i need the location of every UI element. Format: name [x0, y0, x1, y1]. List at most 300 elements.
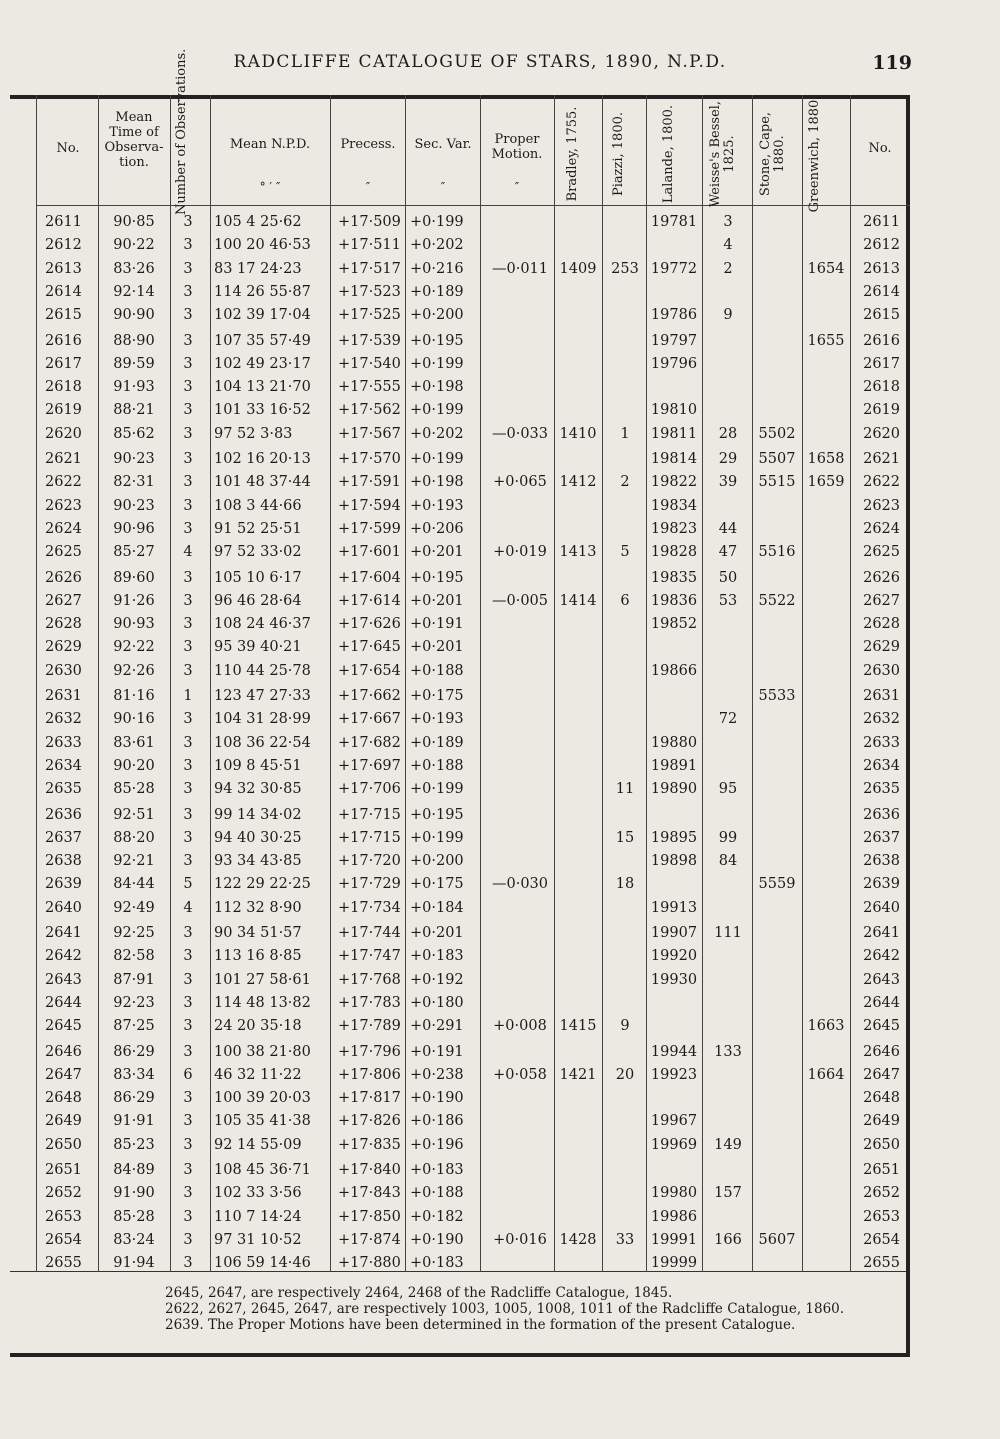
mean-time: 92·21	[113, 853, 155, 870]
mean-npd: 97 31 10·52	[214, 1231, 302, 1248]
table-row	[0, 284, 1000, 306]
star-number-right: 2621	[863, 451, 900, 467]
mean-npd: 94 40 30·25	[214, 829, 302, 846]
mean-npd: 105 35 41·38	[214, 1113, 311, 1130]
mean-npd: 97 52 33·02	[214, 544, 302, 561]
secular-variation: +0·191	[410, 616, 464, 633]
table-row	[0, 1137, 1000, 1159]
star-number: 2645	[45, 1018, 82, 1035]
mean-npd: 114 48 13·82	[214, 994, 311, 1011]
star-number: 2654	[45, 1231, 82, 1248]
stone-cape-ref: 5559	[758, 876, 796, 893]
star-number-right: 2649	[863, 1113, 900, 1130]
precession: +17·517	[338, 260, 401, 277]
secular-variation: +0·186	[410, 1113, 464, 1130]
star-number-right: 2640	[863, 899, 900, 916]
precession: +17·826	[338, 1113, 401, 1130]
secular-variation: +0·199	[410, 214, 464, 230]
precession: +17·539	[338, 332, 401, 349]
table-row	[0, 1067, 1000, 1089]
star-number: 2648	[45, 1090, 82, 1107]
observations: 3	[183, 994, 193, 1011]
table-row	[0, 593, 1000, 615]
star-number-right: 2635	[863, 781, 900, 798]
mean-npd: 123 47 27·33	[214, 688, 311, 704]
mean-time: 87·91	[113, 971, 155, 988]
table-row	[0, 781, 1000, 803]
secular-variation: +0·188	[410, 662, 464, 679]
mean-time: 90·23	[113, 451, 155, 467]
greenwich-ref: 1655	[807, 332, 845, 349]
mean-time: 92·51	[113, 806, 155, 823]
secular-variation: +0·175	[410, 876, 464, 893]
mean-time: 81·16	[113, 688, 155, 704]
star-number-right: 2653	[863, 1208, 900, 1225]
secular-variation: +0·238	[410, 1066, 464, 1083]
mean-npd: 92 14 55·09	[214, 1136, 302, 1153]
star-number-right: 2651	[863, 1162, 900, 1178]
precession: +17·796	[338, 1043, 401, 1060]
mean-time: 85·28	[113, 781, 155, 798]
star-number-right: 2619	[863, 402, 900, 419]
star-number-right: 2637	[863, 829, 900, 846]
mean-npd: 93 34 43·85	[214, 853, 302, 870]
greenwich-ref: 1664	[807, 1066, 845, 1083]
lalande-ref: 19866	[650, 662, 698, 679]
star-number: 2633	[45, 734, 82, 751]
proper-motion: —0·030	[491, 876, 548, 893]
piazzi-ref: 9	[620, 1018, 630, 1035]
table-row	[0, 948, 1000, 970]
secular-variation: +0·190	[410, 1090, 464, 1107]
star-number: 2624	[45, 520, 82, 537]
mean-npd: 108 24 46·37	[214, 616, 311, 633]
bradley-ref: 1415	[559, 1018, 597, 1035]
bradley-ref: 1414	[559, 592, 597, 609]
secular-variation: +0·189	[410, 283, 464, 300]
lalande-ref: 19930	[650, 971, 698, 988]
lalande-ref: 19969	[650, 1136, 698, 1153]
lalande-ref: 19797	[650, 332, 698, 349]
star-number: 2629	[45, 639, 82, 656]
secular-variation: +0·199	[410, 829, 464, 846]
table-row	[0, 830, 1000, 852]
observations: 3	[183, 425, 193, 442]
proper-motion: +0·016	[493, 1231, 547, 1248]
precession: +17·706	[338, 781, 401, 798]
mean-npd: 107 35 57·49	[214, 332, 311, 349]
lalande-ref: 19814	[650, 451, 698, 467]
secular-variation: +0·196	[410, 1136, 464, 1153]
mean-npd: 101 33 16·52	[214, 402, 311, 419]
greenwich-ref: 1658	[807, 451, 845, 467]
mean-npd: 100 20 46·53	[214, 237, 311, 254]
mean-time: 85·28	[113, 1208, 155, 1225]
table-row	[0, 616, 1000, 638]
table-row	[0, 237, 1000, 259]
weisse-bessel-ref: 29	[718, 451, 738, 467]
mean-time: 88·21	[113, 402, 155, 419]
star-number: 2639	[45, 876, 82, 893]
observations: 3	[183, 260, 193, 277]
observations: 3	[183, 237, 193, 254]
mean-npd: 83 17 24·23	[214, 260, 302, 277]
observations: 3	[183, 520, 193, 537]
mean-npd: 97 52 3·83	[214, 425, 293, 442]
mean-npd: 100 39 20·03	[214, 1090, 311, 1107]
secular-variation: +0·188	[410, 1185, 464, 1202]
mean-time: 92·25	[113, 925, 155, 941]
piazzi-ref: 6	[620, 592, 630, 609]
secular-variation: +0·191	[410, 1043, 464, 1060]
mean-time: 92·14	[113, 283, 155, 300]
observations: 3	[183, 355, 193, 372]
mean-npd: 105 4 25·62	[214, 214, 302, 230]
table-row	[0, 995, 1000, 1017]
star-number: 2651	[45, 1162, 82, 1178]
lalande-ref: 19852	[650, 616, 698, 633]
precession: +17·525	[338, 307, 401, 324]
secular-variation: +0·189	[410, 734, 464, 751]
col-header-no: No.	[56, 141, 80, 156]
precession: +17·744	[338, 925, 401, 941]
table-row	[0, 876, 1000, 898]
lalande-ref: 19880	[650, 734, 698, 751]
star-number-right: 2617	[863, 355, 900, 372]
observations: 4	[183, 544, 193, 561]
star-number-right: 2636	[863, 806, 900, 823]
piazzi-ref: 18	[615, 876, 635, 893]
star-number-right: 2643	[863, 971, 900, 988]
lalande-ref: 19999	[650, 1255, 698, 1272]
footnote: 2645, 2647, are respectively 2464, 2468 of the Radcliffe Catalogue, 1845.	[165, 1285, 673, 1301]
observations: 3	[183, 497, 193, 514]
observations: 1	[183, 688, 193, 704]
precession: +17·817	[338, 1090, 401, 1107]
piazzi-ref: 1	[620, 425, 630, 442]
table-row	[0, 426, 1000, 448]
weisse-bessel-ref: 47	[718, 544, 738, 561]
precession: +17·789	[338, 1018, 401, 1035]
precession: +17·874	[338, 1231, 401, 1248]
precession: +17·570	[338, 451, 401, 467]
stone-cape-ref: 5507	[758, 451, 796, 467]
mean-time: 90·20	[113, 757, 155, 774]
weisse-bessel-ref: 39	[718, 474, 738, 491]
star-number: 2644	[45, 994, 82, 1011]
mean-npd: 106 59 14·46	[214, 1255, 311, 1272]
star-number-right: 2654	[863, 1231, 900, 1248]
star-number-right: 2623	[863, 497, 900, 514]
pm-units: ″	[514, 180, 520, 194]
precession: +17·601	[338, 544, 401, 561]
mean-time: 88·90	[113, 332, 155, 349]
precession: +17·567	[338, 425, 401, 442]
precession: +17·783	[338, 994, 401, 1011]
observations: 3	[183, 757, 193, 774]
mean-npd: 104 13 21·70	[214, 379, 311, 396]
greenwich-ref: 1654	[807, 260, 845, 277]
precession: +17·697	[338, 757, 401, 774]
mean-npd: 24 20 35·18	[214, 1018, 302, 1035]
star-number: 2627	[45, 592, 82, 609]
observations: 6	[183, 1066, 193, 1083]
precession: +17·682	[338, 734, 401, 751]
mean-time: 92·26	[113, 662, 155, 679]
star-number: 2612	[45, 237, 82, 254]
col-header-sec-var: Sec. Var.	[414, 137, 472, 152]
lalande-ref: 19781	[650, 214, 698, 230]
secular-variation: +0·183	[410, 1162, 464, 1178]
table-row	[0, 900, 1000, 922]
star-number-right: 2620	[863, 425, 900, 442]
weisse-bessel-ref: 2	[723, 260, 733, 277]
mean-npd: 113 16 8·85	[214, 948, 302, 965]
secular-variation: +0·199	[410, 781, 464, 798]
table-row	[0, 402, 1000, 424]
observations: 3	[183, 379, 193, 396]
mean-npd: 90 34 51·57	[214, 925, 302, 941]
lalande-ref: 19913	[650, 899, 698, 916]
precession: +17·555	[338, 379, 401, 396]
weisse-bessel-ref: 3	[723, 214, 733, 230]
observations: 4	[183, 899, 193, 916]
mean-time: 82·58	[113, 948, 155, 965]
star-number-right: 2618	[863, 379, 900, 396]
star-number: 2623	[45, 497, 82, 514]
lalande-ref: 19980	[650, 1185, 698, 1202]
mean-npd: 108 45 36·71	[214, 1162, 311, 1178]
table-row	[0, 544, 1000, 566]
weisse-bessel-ref: 111	[714, 925, 742, 941]
secular-variation: +0·190	[410, 1231, 464, 1248]
bradley-ref: 1413	[559, 544, 597, 561]
proper-motion: —0·005	[491, 592, 548, 609]
observations: 3	[183, 948, 193, 965]
precession: +17·835	[338, 1136, 401, 1153]
mean-time: 90·23	[113, 497, 155, 514]
star-number: 2652	[45, 1185, 82, 1202]
observations: 3	[183, 402, 193, 419]
star-number: 2614	[45, 283, 82, 300]
table-row	[0, 1018, 1000, 1040]
secular-variation: +0·206	[410, 520, 464, 537]
secular-variation: +0·216	[410, 260, 464, 277]
lalande-ref: 19811	[650, 425, 698, 442]
mean-time: 90·90	[113, 307, 155, 324]
precession: +17·662	[338, 688, 401, 704]
mean-npd: 46 32 11·22	[214, 1066, 302, 1083]
mean-npd: 102 49 23·17	[214, 355, 311, 372]
secular-variation: +0·195	[410, 332, 464, 349]
star-number: 2626	[45, 569, 82, 586]
precession: +17·645	[338, 639, 401, 656]
observations: 3	[183, 829, 193, 846]
observations: 3	[183, 1090, 193, 1107]
mean-time: 92·49	[113, 899, 155, 916]
precession: +17·626	[338, 616, 401, 633]
mean-time: 83·34	[113, 1066, 155, 1083]
lalande-ref: 19890	[650, 781, 698, 798]
observations: 3	[183, 451, 193, 467]
mean-time: 90·85	[113, 214, 155, 230]
star-number: 2621	[45, 451, 82, 467]
secular-variation: +0·199	[410, 355, 464, 372]
precession: +17·715	[338, 806, 401, 823]
star-number: 2641	[45, 925, 82, 941]
star-number-right: 2615	[863, 307, 900, 324]
mean-time: 83·26	[113, 260, 155, 277]
table-row	[0, 1232, 1000, 1254]
col-header-proper-motion: Proper Motion.	[491, 132, 543, 162]
table-row	[0, 521, 1000, 543]
mean-npd: 94 32 30·85	[214, 781, 302, 798]
star-number-right: 2622	[863, 474, 900, 491]
weisse-bessel-ref: 53	[718, 592, 738, 609]
mean-npd: 104 31 28·99	[214, 711, 311, 728]
footnotes	[165, 1285, 844, 1333]
mean-npd: 102 39 17·04	[214, 307, 311, 324]
star-number-right: 2647	[863, 1066, 900, 1083]
stone-cape-ref: 5533	[758, 688, 796, 704]
star-number: 2615	[45, 307, 82, 324]
proper-motion: —0·033	[491, 425, 548, 442]
proper-motion: +0·058	[493, 1066, 547, 1083]
star-number-right: 2632	[863, 711, 900, 728]
mean-npd: 100 38 21·80	[214, 1043, 311, 1060]
secular-variation: +0·200	[410, 307, 464, 324]
mean-npd: 112 32 8·90	[214, 899, 302, 916]
stone-cape-ref: 5522	[758, 592, 796, 609]
star-number-right: 2612	[863, 237, 900, 254]
star-number-right: 2627	[863, 592, 900, 609]
mean-time: 88·20	[113, 829, 155, 846]
page-title: RADCLIFFE CATALOGUE OF STARS, 1890, N.P.D.	[233, 52, 727, 72]
mean-time: 87·25	[113, 1018, 155, 1035]
mean-npd: 122 29 22·25	[214, 876, 311, 893]
table-row	[0, 663, 1000, 685]
table-row	[0, 758, 1000, 780]
secular-variation: +0·182	[410, 1208, 464, 1225]
mean-time: 91·26	[113, 592, 155, 609]
star-number-right: 2631	[863, 688, 900, 704]
mean-npd: 101 27 58·61	[214, 971, 311, 988]
precession: +17·562	[338, 402, 401, 419]
col-header-greenwich: Greenwich, 1880.	[807, 95, 822, 213]
table-row	[0, 688, 1000, 710]
star-number-right: 2655	[863, 1255, 900, 1272]
weisse-bessel-ref: 44	[718, 520, 738, 537]
piazzi-ref: 15	[615, 829, 635, 846]
piazzi-ref: 2	[620, 474, 630, 491]
star-number-right: 2624	[863, 520, 900, 537]
precession: +17·594	[338, 497, 401, 514]
weisse-bessel-ref: 50	[718, 569, 738, 586]
bradley-ref: 1410	[559, 425, 597, 442]
mean-npd: 102 33 3·56	[214, 1185, 302, 1202]
mean-time: 91·90	[113, 1185, 155, 1202]
mean-time: 85·27	[113, 544, 155, 561]
secular-variation: +0·183	[410, 948, 464, 965]
col-header-weisse-bessel: Weisse's Bessel, 1825.	[708, 100, 737, 208]
secular-variation: +0·201	[410, 592, 464, 609]
col-header-npd: Mean N.P.D.	[229, 137, 311, 152]
mean-time: 84·89	[113, 1162, 155, 1178]
star-number-right: 2634	[863, 757, 900, 774]
star-number: 2647	[45, 1066, 82, 1083]
star-number-right: 2639	[863, 876, 900, 893]
mean-npd: 101 48 37·44	[214, 474, 311, 491]
mean-npd: 91 52 25·51	[214, 520, 302, 537]
table-row	[0, 807, 1000, 829]
star-number-right: 2652	[863, 1185, 900, 1202]
table-row	[0, 214, 1000, 236]
secular-variation: +0·198	[410, 474, 464, 491]
star-number: 2640	[45, 899, 82, 916]
secular-variation: +0·201	[410, 544, 464, 561]
lalande-ref: 19822	[650, 474, 698, 491]
star-number: 2642	[45, 948, 82, 965]
star-number: 2634	[45, 757, 82, 774]
table-row	[0, 735, 1000, 757]
mean-time: 90·93	[113, 616, 155, 633]
observations: 3	[183, 1162, 193, 1178]
page-number: 119	[872, 52, 912, 74]
star-number-right: 2642	[863, 948, 900, 965]
bradley-ref: 1428	[559, 1231, 597, 1248]
mean-npd: 96 46 28·64	[214, 592, 302, 609]
observations: 3	[183, 1136, 193, 1153]
observations: 3	[183, 283, 193, 300]
precession: +17·720	[338, 853, 401, 870]
table-row	[0, 925, 1000, 947]
lalande-ref: 19810	[650, 402, 698, 419]
observations: 3	[183, 1043, 193, 1060]
star-number: 2637	[45, 829, 82, 846]
observations: 3	[183, 592, 193, 609]
proper-motion: +0·065	[493, 474, 547, 491]
mean-time: 89·60	[113, 569, 155, 586]
star-number-right: 2648	[863, 1090, 900, 1107]
piazzi-ref: 11	[615, 781, 635, 798]
secular-variation: +0·291	[410, 1018, 464, 1035]
table-row	[0, 711, 1000, 733]
secular-variation: +0·202	[410, 237, 464, 254]
observations: 3	[183, 711, 193, 728]
lalande-ref: 19895	[650, 829, 698, 846]
weisse-bessel-ref: 149	[714, 1136, 742, 1153]
observations: 3	[183, 734, 193, 751]
observations: 3	[183, 569, 193, 586]
stone-cape-ref: 5607	[758, 1231, 796, 1248]
lalande-ref: 19891	[650, 757, 698, 774]
table-row	[0, 853, 1000, 875]
secular-variation: +0·180	[410, 994, 464, 1011]
star-number-right: 2645	[863, 1018, 900, 1035]
mean-time: 82·31	[113, 474, 155, 491]
star-number: 2619	[45, 402, 82, 419]
precession: +17·523	[338, 283, 401, 300]
lalande-ref: 19986	[650, 1208, 698, 1225]
observations: 3	[183, 307, 193, 324]
table-row	[0, 307, 1000, 329]
weisse-bessel-ref: 166	[714, 1231, 742, 1248]
mean-npd: 102 16 20·13	[214, 451, 311, 467]
table-row	[0, 474, 1000, 496]
mean-time: 90·22	[113, 237, 155, 254]
precession: +17·667	[338, 711, 401, 728]
star-number-right: 2633	[863, 734, 900, 751]
